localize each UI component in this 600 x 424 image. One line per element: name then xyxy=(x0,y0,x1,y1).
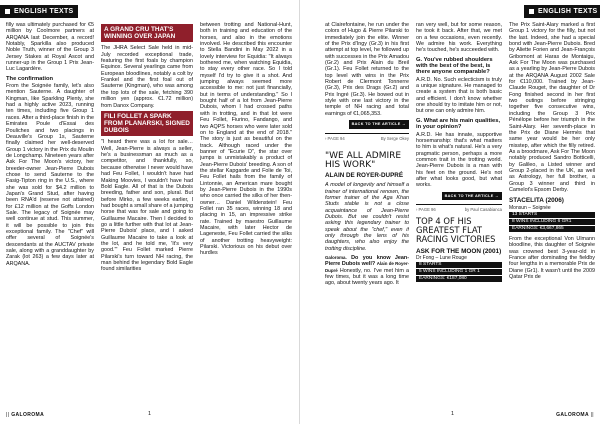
sidebar-heading-box: A GRAND CRU THAT'S WINNING OVER JAPAN xyxy=(101,24,193,42)
question-label: Galoroma. xyxy=(325,254,347,260)
left-column-3 xyxy=(200,22,292,402)
right-page-number: 1 xyxy=(451,411,455,417)
record-starts: 13 STARTS xyxy=(509,212,595,218)
answer-paragraph: A.R.D. He has innate, supportive horsemanship: that's what matters to him is what's natural. He's a very pragmatic person, perhaps a more common trait in the trotting world. Jean-Pierre Dubois is a man with his feet on the ground. He's not after what looks good, but what works. xyxy=(416,131,502,189)
question-heading: G. What are his main qualities, in your opinion? xyxy=(416,117,501,131)
paragraph: The Prix Saint-Alary marked a first Group 1 victory for the filly, but not the last. Indeed, she had a special bond with Jean-Pierre Dubois. Bred by Aliette Forien and Jean-François Gribomont at Haras de Montaigu, Ask For The Moon was purchased as a yearling by Jean-Pierre Dubois at the ARQANA August 2002 Sale for €110,000. Trained by Jean-Claude Rouget, the daughter of Dr Fong finished second in her first two outings before stringing together five consecutive wins, including the Group 3 Prix Pénélope before her triumph in the Saint-Alary. Her seventh-place in the Prix de Diane Hermès that same year would be her only misstep, after which the filly retired. As a broodmare, Ask For The Moon notably produced Sandro Botticelli, by Galileo, a Listed winner and Group 2-placed in the UK, as well as Astrology, her full brother, a Group 3 winner and third in Camelot's Epsom Derby. xyxy=(509,22,595,193)
sidebar-heading-box: FILI FOLLET A SPARK FROM PLANARSKI, SIGNED DUBOIS xyxy=(101,111,193,137)
answer-label: Alain de Royer-Dupré xyxy=(325,261,409,273)
left-page-number: 1 xyxy=(148,411,152,417)
paragraph: "I heard there was a lot for sale… Well, Jean-Pierre is always a seller, he's a businessman as much as a competitor, and thankfully, so, because otherwise I never would have had Feu Follet, I wouldn't have had Making Moovies, I wouldn't have had Bold Eagle. All of that is the Dubois breeding, father and son, plural. But before Mirko, a few weeks earlier, I had bought a small share of a jumping horse that was for sale and going to Guillaume Macaire. Then I decided to go a little further with that lot at Jean-Pierre Dubois' place, and I asked Guillaume Macaire to take a look at the lot, and he told me, 'It's very good.'" Feu Follet marked Pierre Pilarski's turn toward NH racing, the man behind the legendary Bold Eagle found similarities xyxy=(101,139,193,273)
byline: By Serge Okey xyxy=(380,135,409,141)
right-footer-brand: GALOROMA || xyxy=(556,412,594,418)
right-column-3 xyxy=(509,22,595,406)
square-icon xyxy=(5,9,10,14)
divider xyxy=(325,133,409,134)
top4-title: TOP 4 OF HIS GREATEST FLAT RACING VICTORIES xyxy=(416,216,496,244)
intro-paragraph: A model of longevity and himself a trainer of international renown, the former trainer of the Aga Khan Studs stable is not a close acquaintance of Jean-Pierre Dubois. But we couldn't resist asking this legendary trainer to speak about the "chef," even if only through the lens of his daughters, who also enjoy the trotting discipline. xyxy=(325,182,409,252)
left-column-2 xyxy=(101,22,193,402)
section-heading: The confirmation xyxy=(6,75,54,82)
question-text: Do you know Jean-Pierre Dubois well? xyxy=(325,254,409,268)
divider xyxy=(416,204,502,205)
paragraph: at Clairefontaine, he run under the colors of Hugo & Pierre Pilarski to immediately join the elite. Winner of the Prix d'Ingy (Gr.3) in his first attempt at top level, he followed up with successes in the Prix Amadou (Gr.2) and Prix Alain du Breil (Gr.1). Feu Follet returned to the top level with wins in the Prix Robert de Clermont Tonnerre (Gr.3), Prix des Drags (Gr.2) and Prix Ingré (Gr.3). He bowed out in style with one last victory in the temple of NH racing and total earnings of €1,065,353. xyxy=(325,22,409,117)
back-to-article-link[interactable]: BACK TO THE ARTICLE → xyxy=(442,192,502,200)
paragraph: From the exceptional Von Ulmann bloodline, this daughter of Soignée was crowned best 3-year-old in France after dominating the fieldby four lengths in a memorable Prix de Diane (Gr1). It wasn't until the 2009 Qatar Prix de xyxy=(509,235,595,281)
horse-title: ASK FOR THE MOON (2001) xyxy=(416,247,502,255)
left-column-1 xyxy=(6,22,94,402)
record-starts: 8 STARTS xyxy=(416,262,502,268)
page-reference: › PAGE 96 xyxy=(416,206,436,212)
left-tab-label: ENGLISH TEXTS xyxy=(14,8,74,15)
answer-paragraph: A.R.D. No. Such eclecticism is truly a unique signature. He managed to create a system that is both basic and efficient. I don't know whether one should try to imitate him or not, but one can only admire him. xyxy=(416,76,502,115)
horse-pedigree: Monsun – Soignée xyxy=(509,204,551,211)
interview-title: "WE ALL ADMIRE HIS WORK" xyxy=(325,150,402,171)
record-earnings: EARNINGS: €3,667,865 xyxy=(509,226,595,232)
page-reference: › PAGE 94 xyxy=(325,135,345,141)
paragraph: ran very well, but for some reason, he took it back. After that, we met on a few occasions, even recently. We admire his work. Everything he's touched, he's succeeded with. xyxy=(416,22,502,54)
right-tab-label: ENGLISH TEXTS xyxy=(538,8,598,15)
right-page xyxy=(301,0,600,424)
right-column-2 xyxy=(416,22,502,406)
right-section-tab xyxy=(524,5,600,18)
record-wins: 8 WINS INCLUDING 6 GR1 xyxy=(509,219,595,225)
record-earnings: EARNINGS: €187,080 xyxy=(416,276,502,282)
question-heading: G. You've rubbed shoulders with the best of the best, is there anyone comparable? xyxy=(416,56,493,76)
brand-name: GALOROMA xyxy=(556,412,589,418)
byline: by Paul Casabianca xyxy=(464,206,502,212)
interviewee-name: ALAIN DE ROYER-DUPRÉ xyxy=(325,171,404,179)
paragraph: between trotting and National-Hunt, both in training and education of the horses, and also in the emotions involved. He described this encounter to Stella Bandini in May 2022 in a lovely interview for Equidia: "It always bothered me, when watching Equidia, to stay every other race. So I told myself I'd try to give it a shot. And jumping always seemed more accessible to me: not just financially, but in terms of understanding." So I bought half of a lot from Jean-Pierre Dubois, whom I had crossed paths with in trotting, and in that lot were Feu Follet, Fiurino, Fandango, and two AQPS horses who were later sold on to England at the end of 2018." The story is just as beautiful on the track. Although raced under the banner of "Ecurie D", the star over jumps is unmistakably a product of Jean-Pierre Dubois' breeding. A son of the stellar Kapgarde and Folie de Toi, Feu Follet hails from the family of Lintonnie, an American mare bought by Jean-Pierre Dubois in the 1990s who once carried the silks of her then-owner… Daniel Wildenstein! Feu Follet ran 35 races, winning 18 and placing in 15, an impressive strike rate. Trained by maestro Guillaume Macaire, with later Hector de Lageneste, Feu Follet carried the silks of another trotting heavyweight: Pilarski. Victorious on his debut over hurdles xyxy=(200,22,292,257)
horse-title: STACELITA (2006) xyxy=(509,197,564,205)
back-to-article-link[interactable]: BACK TO THE ARTICLE → xyxy=(349,120,409,128)
left-section-tab xyxy=(0,5,78,18)
square-icon xyxy=(529,9,534,14)
left-footer-brand: || GALOROMA xyxy=(6,412,45,418)
horse-pedigree: Dr Fong – Lune Rouge xyxy=(416,255,467,262)
paragraph: The JHRA Select Sale held in mid-July recorded exceptional trade, featuring the first foals by champion Equinox. Several yearlings came from European bloodlines, notably a colt by Frankel and the first foal out of Sauterne (Kingman), who was among the top lots of the sale, fetching 390 million yen (approx. €1.72 million) from Danox Company. xyxy=(101,45,193,109)
right-column-1 xyxy=(325,22,409,406)
paragraph: From the Soignée family, let's also mention Sauterne. A daughter of Kingman, like Sparkling Plenty, she had a highly active 2023, running ten times, including five Group 1 races. After a third-place finish in the Emirates Poule d'Essai des Pouliches and two placings in Deauville's Group 1s, Sauterne finally claimed her well-deserved Group 1 victory in the Prix du Moulin de Longchamp. Nineteen years after Ask For The Moon's victory, her breeder-owner Jean-Pierre Dubois chose to send Sauterne to the Fasig-Tipton ring in the U.S., where she was sold for $4.2 million to Japan's Grand Stud, after having been RNA'd (reserve not attained) for £12 million at the Goffs London Sale. The legacy of Soignée may well continue at stud. This summer, it will be possible to join this exceptional family. The "Chef" will offer several of Soignée's descendants at the AUCTAV private sale, along with a granddaughter by Zarak (lot 263) a few days later at ARQANA. xyxy=(6,83,94,267)
paragraph: filly was ultimately purchased for €5 million by Coolmore partners at ARQANA last December, a record! Notably, Sparkilla also produced Noble Truth, winner of the Group 3 Jersey Stakes at Royal Ascot and runner-up in the Group 1 Prix Jean-Luc Lagardère. xyxy=(6,22,94,73)
record-wins: 5 WINS INCLUDING 1 GR 1 xyxy=(416,269,502,275)
answer-text: Honestly, no. I've met him a few times, but it was a long time ago, about twenty years ago. It xyxy=(325,267,409,287)
brand-name: GALOROMA xyxy=(11,412,45,418)
